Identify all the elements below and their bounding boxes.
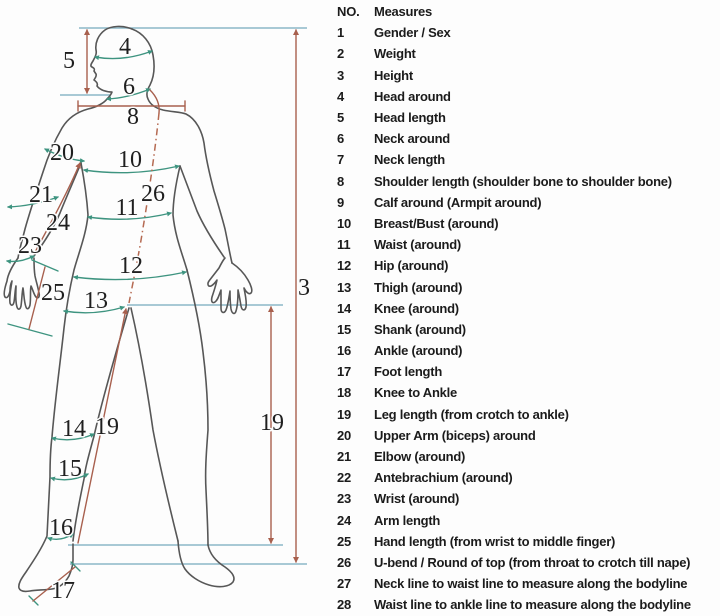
measure-number: 22 <box>337 470 352 486</box>
measure-row <box>337 552 720 573</box>
measure-number: 27 <box>337 576 352 592</box>
measure-label: Neck around <box>374 131 450 147</box>
measure-row <box>337 488 720 509</box>
measure-row <box>337 213 720 234</box>
measure-number: 15 <box>337 321 352 337</box>
measure-row <box>337 425 720 446</box>
measure-number: 8 <box>337 173 345 189</box>
measure-label: Leg length (from crotch to ankle) <box>374 406 569 422</box>
measure-label: Shank (around) <box>374 321 466 337</box>
figure-label-23: 23 <box>18 233 42 259</box>
measure-row <box>337 594 720 615</box>
measure-label: Neck line to waist line to measure along the bodyline <box>374 576 688 592</box>
measure-label: Hip (around) <box>374 258 449 274</box>
measure-row <box>337 128 720 149</box>
measure-row <box>337 43 720 64</box>
figure-label-25: 25 <box>41 280 65 306</box>
figure-label-20: 20 <box>50 140 74 166</box>
measure-row <box>337 319 720 340</box>
body-measurement-diagram <box>0 0 330 616</box>
measure-number: 3 <box>337 67 345 83</box>
measure-label: Waist line to ankle line to measure along the bodyline <box>374 597 691 613</box>
measure-row <box>337 255 720 276</box>
measure-label: Breast/Bust (around) <box>374 215 499 231</box>
measure-number: 13 <box>337 279 352 295</box>
head-face-left-arm-outline <box>18 26 132 258</box>
measure-row <box>337 404 720 425</box>
measure-number: 9 <box>337 194 345 210</box>
measure-label: Thigh (around) <box>374 279 463 295</box>
measure-number: 12 <box>337 258 352 274</box>
measure-number: 28 <box>337 597 352 613</box>
figure-label-14: 14 <box>62 416 86 442</box>
figure-label-21: 21 <box>29 182 53 208</box>
measure-row <box>337 65 720 86</box>
measure-label: Hand length (from wrist to middle finger) <box>374 533 616 549</box>
measure-row <box>337 86 720 107</box>
measure-row <box>337 361 720 382</box>
measure-number: 19 <box>337 406 352 422</box>
measure-number: 11 <box>337 237 351 253</box>
measure-label: Gender / Sex <box>374 25 451 41</box>
figure-label-19: 19 <box>95 414 119 440</box>
u-bend-dim-start <box>150 90 159 113</box>
measure-row <box>337 192 720 213</box>
measure-row <box>337 382 720 403</box>
measure-number: 2 <box>337 46 345 62</box>
measure-row <box>337 573 720 594</box>
figure-label-3: 3 <box>298 275 310 301</box>
measure-number: 21 <box>337 449 352 465</box>
measure-number: 23 <box>337 491 352 507</box>
measure-label: Arm length <box>374 512 441 528</box>
figure-label-17: 17 <box>51 578 75 604</box>
measure-number: 24 <box>337 512 352 528</box>
measure-number: 14 <box>337 300 352 316</box>
figure-label-5: 5 <box>63 48 75 74</box>
measure-label: Neck length <box>374 152 445 168</box>
figure-label-13: 13 <box>84 288 108 314</box>
measure-number: 10 <box>337 215 352 231</box>
figure-label-16: 16 <box>49 515 73 541</box>
measure-row <box>337 446 720 467</box>
figure-label-12: 12 <box>119 253 143 279</box>
measure-row <box>337 298 720 319</box>
figure-label-19: 19 <box>260 410 284 436</box>
measure-row <box>337 107 720 128</box>
measure-label: Waist (around) <box>374 237 462 253</box>
measure-row <box>337 531 720 552</box>
figure-label-15: 15 <box>58 456 82 482</box>
measure-number: 7 <box>337 152 345 168</box>
measure-label: Antebrachium (around) <box>374 470 513 486</box>
measure-label: Head around <box>374 88 451 104</box>
measure-label: Head length <box>374 110 446 126</box>
measure-label: Shoulder length (shoulder bone to shoulder bone) <box>374 173 672 189</box>
measure-number: 5 <box>337 110 345 126</box>
measure-label: Upper Arm (biceps) around <box>374 427 536 443</box>
measure-number: 26 <box>337 554 352 570</box>
measure-row <box>337 234 720 255</box>
measure-number: 16 <box>337 343 352 359</box>
measure-label: Weight <box>374 46 416 62</box>
measure-number: 17 <box>337 364 352 380</box>
measure-row <box>337 22 720 43</box>
measure-label: Calf around (Armpit around) <box>374 194 542 210</box>
tape-lines <box>7 51 186 605</box>
right-inner-leg-outline <box>131 308 178 541</box>
measure-label: Ankle (around) <box>374 343 463 359</box>
measure-label: Knee to Ankle <box>374 385 457 401</box>
figure-label-8: 8 <box>127 104 139 130</box>
figure-label-6: 6 <box>123 74 135 100</box>
measures-legend <box>330 0 720 616</box>
figure-label-24: 24 <box>46 210 70 236</box>
figure-label-26: 26 <box>141 181 165 207</box>
measure-row <box>337 276 720 297</box>
measure-row <box>337 340 720 361</box>
measure-row <box>337 467 720 488</box>
measure-number: 20 <box>337 427 352 443</box>
figure-label-10: 10 <box>118 147 142 173</box>
right-outer-leg-outline <box>187 270 208 545</box>
legend-header-row <box>337 1 720 22</box>
measure-number: 4 <box>337 88 345 104</box>
measure-label: Wrist (around) <box>374 491 460 507</box>
legend-header-no: NO. <box>337 4 360 20</box>
figure-panel <box>0 0 330 616</box>
measure-row <box>337 171 720 192</box>
measure-label: Knee (around) <box>374 300 459 316</box>
right-torso-outline <box>173 166 187 270</box>
right-inner-arm-outline <box>180 166 224 257</box>
measure-number: 25 <box>337 533 352 549</box>
figure-labels <box>18 34 310 604</box>
legend-rows <box>337 22 720 615</box>
measure-row <box>337 149 720 170</box>
left-hand-outline <box>4 258 39 309</box>
measure-number: 6 <box>337 131 345 147</box>
measure-number: 1 <box>337 25 345 41</box>
figure-label-11: 11 <box>115 195 139 221</box>
measure-label: Height <box>374 67 413 83</box>
measure-label: Foot length <box>374 364 443 380</box>
head-right-arm-outline <box>132 29 232 263</box>
measure-number: 18 <box>337 385 352 401</box>
measure-label: Elbow (around) <box>374 449 466 465</box>
measure-label: U-bend / Round of top (from throat to crotch till nape) <box>374 554 691 570</box>
figure-label-4: 4 <box>119 34 131 60</box>
measure-row <box>337 510 720 531</box>
legend-header-measures: Measures <box>374 4 432 20</box>
